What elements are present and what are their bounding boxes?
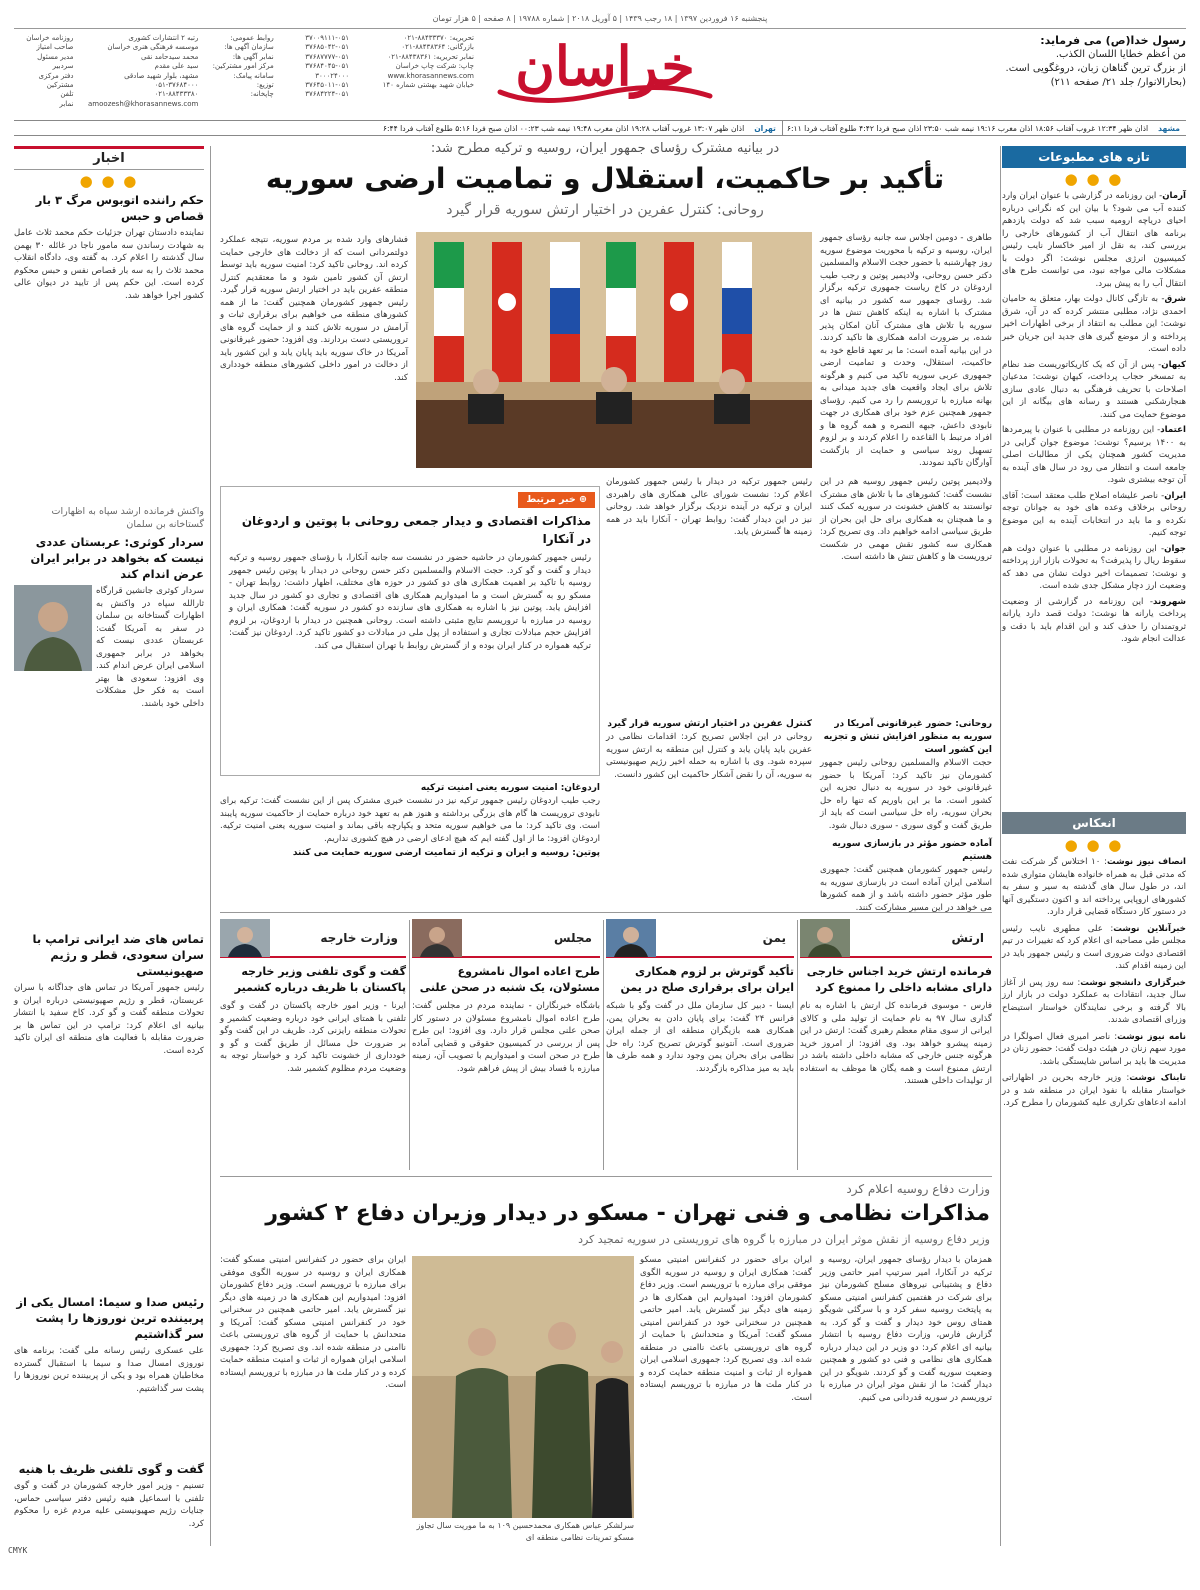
- tazeh-lead: شهروند: [1152, 596, 1186, 607]
- lead-sub6-text: رئیس جمهور کشورمان همچنین گفت: جمهوری اسلامی ایران آماده است در بازسازی سوریه به طور مؤثر حضور داشته باشد و از همه کشورها می خواهد در این مسیر مشارکت کنند.: [820, 865, 992, 913]
- box-army-photo: [800, 919, 850, 957]
- lead-col-right: طاهری - دومین اجلاس سه جانبه رؤسای جمهور ایران، روسیه و ترکیه با محوریت موضوع سوریه روز چهارشنبه با حضور حجت الاسلام والمسلمین دکتر حسن روحانی، ولادیمیر پوتین و رجب طیب اردوغان در کاخ ریاست جمهوری ترکیه برگزار شد. رؤسای جمهور سه کشور در بیانیه ای مشترک با اشاره به اینکه کاهش تنش ها در سوریه با تلاش های مشترک آنان امکان پذیر شده، بر ضرورت ادامه همکاری ها تاکید کردند. در این بیانیه آمده است: ما بر تعهد قاطع خود به حاکمیت، استقلال، وحدت و تمامیت ارضی جمهوری عربی سوریه تاکید می کنیم و هرگونه تلاش برای ایجاد واقعیت های جدید میدانی به بهانه مبارزه با تروریسم را رد می کنیم. رؤسای جمهور همچنین عزم خود برای همکاری در جهت نابودی داعش، جبهه النصره و همه گروه ها و افراد مرتبط با القاعده را اعلام کردند و بر لزوم تسهیل روند سیاسی و حمایت از بازگشت آوارگان تاکید نمودند.: [820, 233, 992, 468]
- defense-caption: سرلشکر عباس همکاری محمدحسین ۱۰۹ به ما موریت سال تجاوز مسکو تمرینات نظامی منطقه ای: [416, 1521, 634, 1542]
- tazeh-text: - پس از آن که یک کاریکاتوریست ضد نظام به تمسخر حجاب پرداخت، کیهان نوشت: مدعیان اصلاحات با تحریف فرهنگی به دنبال عادی سازی هنجارشکنی هستند و رسانه های بیگانه از این موضوع حمایت می کنند.: [1002, 359, 1186, 420]
- related-tag-label: خبر مرتبط: [526, 494, 576, 505]
- tazeh-header: تازه های مطبوعات: [1002, 146, 1186, 168]
- tazeh-lead: ایران: [1164, 490, 1186, 501]
- staff-col-3: روابط عمومی: سازمان آگهی ها: نمابر آگهی ها: مرکز امور مشترکین: سامانه پیامک: توزیع: چاپخانه:: [212, 34, 274, 99]
- box-majlis-text: باشگاه خبرنگاران - نماینده مردم در مجلس گفت: طرح اعاده اموال نامشروع مسئولان در دستور کار صحن علنی مجلس قرار دارد. وی افزود: این طرح پس از بررسی در کمیسیون حقوقی و قضایی آماده طرح در صحن است و امیدواریم با تصویب آن، زمینه مبارزه با فساد بیش از پیش فراهم شود.: [412, 1001, 600, 1074]
- lead-sub2-title: پوتین: روسیه و ایران و ترکیه از تمامیت ارضی سوریه حمایت می کنند: [292, 848, 600, 858]
- decor-dots-icon: ● ● ●: [1064, 836, 1124, 854]
- lead-sub4-text: رئیس جمهور ترکیه در دیدار با رئیس جمهور کشورمان اعلام کرد: نشست شورای عالی همکاری های راهبردی ایران و ترکیه در آینده نزدیک برگزار خواهد شد. روحانی نیز در این دیدار گفت: روابط تهران - آنکارا باید در همه زمینه ها گسترش یابد.: [606, 477, 812, 537]
- lead-sub-right: [820, 476, 992, 913]
- hadith-title: رسول خدا(ص) می فرماید:: [1040, 34, 1186, 47]
- tazeh-text: - به تازگی کانال دولت بهار، متعلق به حامیان احمدی نژاد، مطلبی منتشر کرده که در آن، شرق نوشت: این مطلب به انتقاد از برخی اظهارات اخیر پرداخته و از موضع گیری های جدید این جریان خبر داده است.: [1002, 294, 1186, 354]
- lead-col-left: فشارهای وارد شده بر مردم سوریه، نتیجه عملکرد دولتمردانی است که از دخالت های خارجی حمایت کرده اند. روحانی تاکید کرد: امنیت سوریه باید توسط ارتش آن کشور تامین شود و ما معتقدیم کنترل منطقه عفرین باید در اختیار ارتش سوریه قرار گیرد. رئیس جمهور کشورمان همچنین گفت: ما از همه کشورهای منطقه می خواهیم برای برقراری ثبات و آرامش در سوریه تلاش کنند و از حمایت گروه های تروریستی دست بردارند. وی افزود: حضور غیرقانونی آمریکا در خاک سوریه باید پایان یابد و این کشور باید از دخالت در امور داخلی کشورهای منطقه خودداری کند.: [220, 235, 408, 383]
- enekas-text: : ۱۰ اختلاس گر شرکت نفت که مدتی قبل به همراه خانواده هایشان متواری شده اند، در طول سال های گذشته به سیر و سفر به کشورهای اروپایی پرداخته اند و اکنون دستگیری آنها در دستور کار دستگاه قضایی قرار دارد.: [1002, 857, 1186, 917]
- defense-title: مذاکرات نظامی و فنی تهران - مسکو در دیدار وزیران دفاع ۲ کشور: [265, 1201, 990, 1226]
- box-yemen-title: تأکید گوترش بر لزوم همکاری ایران برای برقراری صلح در یمن: [620, 965, 794, 994]
- enekas-section: [1002, 812, 1186, 1548]
- related-box: [220, 486, 600, 776]
- summit-photo: [416, 232, 812, 468]
- box-army: [800, 920, 992, 1170]
- enekas-item-1: [1002, 923, 1186, 973]
- box-foreign: [220, 920, 406, 1170]
- box-majlis-photo: [412, 919, 462, 957]
- akhbar-title-0: حکم راننده اتوبوس مرگ ۳ بار قصاص و حبس: [35, 193, 204, 223]
- decor-dots-icon: ● ● ●: [79, 172, 139, 190]
- enekas-lead: انصاف نیوز نوشت: [1107, 857, 1186, 867]
- defense-photo-icon: [412, 1256, 634, 1518]
- tazeh-item-0: [1002, 190, 1186, 290]
- enekas-header: انعکاس: [1002, 812, 1186, 834]
- tazeh-lead: آرمان: [1162, 191, 1186, 201]
- enekas-text: : علی مطهری نایب رئیس مجلس طی مصاحبه ای اعلام کرد که تغییرات در تیم اقتصادی دولت ضروری است و رئیس جمهور باید در این زمینه اقدام کند.: [1002, 923, 1186, 971]
- enekas-text: : سه روز پس از آغاز سال جدید، انتقادات به عملکرد دولت در بازار ارز بالا گرفته و برخی نمایندگان خواستار استیضاح وزرای اقتصادی شدند.: [1002, 977, 1186, 1025]
- sub1-block: [220, 782, 600, 906]
- tazeh-lead: کیهان: [1161, 359, 1186, 370]
- staff-col-5: تحریریه: ۸۸۴۳۳۳۷۰-۰۲۱ بازرگانی: ۸۸۴۳۸۳۶۴-۰۲۱ نمابر تحریریه: ۸۸۴۳۸۳۶۱-۰۲۱ چاپ: شرکت چاپ خراسان www.khorasannews.com خیابان شهید بهشتی شماره ۱۴۰: [382, 34, 474, 90]
- enekas-lead: نامه نیوز نوشت: [1117, 1031, 1187, 1042]
- tazeh-lead: اعتماد: [1160, 425, 1186, 435]
- box-army-title: فرمانده ارتش خرید اجناس خارجی دارای مشابه داخلی را ممنوع کرد: [806, 965, 992, 994]
- akhbar-title-1: سردار کوثری: عربستان عددی نیست که بخواهد در برابر ایران عرض اندام کند: [30, 535, 204, 581]
- lead-sub-mid: [606, 476, 812, 906]
- akhbar-title-2: تماس های ضد ایرانی ترامپ با سران سعودی، قطر و رژیم صهیونیستی: [32, 932, 204, 978]
- akhbar-title-4: گفت و گوی تلفنی ظریف با هنیه: [18, 1462, 204, 1476]
- akhbar-text-1: سردار کوثری جانشین قرارگاه ثارالله سپاه در واکنش به اظهارات گستاخانه بن سلمان در سفر به آمریکا گفت: عربستان عددی نیست که بخواهد در برابر جمهوری اسلامی ایران عرض اندام کند. وی افزود: سعودی ها بهتر است به فکر حل مشکلات داخلی خود باشند.: [96, 586, 204, 709]
- akhbar-text-2: رئیس جمهور آمریکا در تماس های جداگانه با سران عربستان، قطر و رژیم صهیونیستی درباره ایران و تحولات منطقه گفت و گو کرد. کاخ سفید با انتشار بیانیه ای اعلام کرد: ترامپ در این تماس ها بر ضرورت مقابله با فعالیت های منطقه ای ایران تاکید کرده است.: [14, 983, 204, 1056]
- akhbar-header: اخبار: [14, 146, 204, 170]
- box-yemen: [606, 920, 794, 1170]
- tazeh-item-6: [1002, 596, 1186, 646]
- defense-col-mid: ایران برای حضور در کنفرانس امنیتی مسکو گفت: همکاری ایران و روسیه در سوریه الگوی موفقی برای مبارزه با تروریسم است. وزیر دفاع کشورمان افزود: امیدواریم این همکاری ها در زمینه های دیگر نیز گسترش یابد. امیر حاتمی همچنین در سخنرانی خود در کنفرانس امنیتی مسکو گفت: آمریکا و متحدانش با حمایت از گروه های تروریستی باعث ناامنی در منطقه شده اند. وی تصریح کرد: جمهوری اسلامی ایران همواره از ثبات و امنیت منطقه حمایت کرده و در کنار ملت ها در مبارزه با تروریسم ایستاده است.: [640, 1255, 812, 1403]
- hadith-arabic: من أعظم خطايا اللسان الكذب.: [1055, 49, 1186, 60]
- staff-box: [14, 34, 474, 116]
- summit-photo-icon: [416, 232, 812, 468]
- defense-col-left: ایران برای حضور در کنفرانس امنیتی مسکو گفت: همکاری ایران و روسیه در سوریه الگوی موفقی برای مبارزه با تروریسم است. وزیر دفاع کشورمان افزود: امیدواریم این همکاری ها در زمینه های دیگر نیز گسترش یابد. امیر حاتمی همچنین در سخنرانی خود در کنفرانس امنیتی مسکو گفت: آمریکا و متحدانش با حمایت از گروه های تروریستی باعث ناامنی در منطقه شده اند. وی تصریح کرد: جمهوری اسلامی ایران همواره از ثبات و امنیت منطقه حمایت کرده و در کنار ملت ها در مبارزه با تروریسم ایستاده است.: [220, 1255, 406, 1390]
- staff-col-2: رتبه ۲ انتشارات کشوری موسسه فرهنگی هنری خراسان محمد سیدحامد نقی سید علی مقدم مشهد، بلوار شهید صادقی ۰۵۱-۳۷۶۸۴۰۰۰ ۰۲۱-۸۸۴۳۳۳۸۰ amoozesh@khorasannews.com: [88, 34, 199, 108]
- prayer-bar: [14, 120, 1186, 136]
- lead-subtitle: روحانی: کنترل عفرین در اختیار ارتش سوریه قرار گیرد: [446, 202, 764, 218]
- box-army-text: فارس - موسوی فرمانده کل ارتش با اشاره به نام گذاری سال ۹۷ به نام حمایت از تولید ملی و کالای ایرانی از سوی مقام معظم رهبری گفت: ارتش در این زمینه پیشرو خواهد بود. وی افزود: از امروز خرید هرگونه جنس خارجی که مشابه داخلی داشته باشد در ارتش ممنوع است و همه یگان ها موظف به استفاده از تولیدات داخلی هستند.: [800, 1001, 992, 1086]
- box-yemen-photo: [606, 919, 656, 957]
- lead-sub3-text: حجت الاسلام والمسلمین روحانی رئیس جمهور کشورمان نیز تاکید کرد: آمریکا با حضور غیرقانونی خود در سوریه به دنبال تجزیه این کشور است. ما بر این باوریم که تنها راه حل بحران سوریه، راه حل سیاسی است که باید از طریق گفت و گوی سوری - سوری دنبال شود.: [820, 758, 992, 831]
- enekas-lead: خبرآنلاین نوشت: [1113, 923, 1186, 934]
- hadith-persian: از بزرگ ترین گناهان زبان، دروغگویی است.: [1005, 63, 1186, 74]
- dateline: پنجشنبه ۱۶ فروردین ۱۳۹۷ | ۱۸ رجب ۱۴۳۹ | ۵ آوریل ۲۰۱۸ | شماره ۱۹۷۸۸ | ۸ صفحه | ۵ هزار تومان: [432, 14, 768, 23]
- tazeh-lead: شرق: [1164, 294, 1186, 304]
- enekas-lead: خبرگزاری دانشجو نوشت: [1080, 977, 1186, 988]
- related-tag: [518, 492, 595, 508]
- lead-sub3-title: روحانی: حضور غیرقانونی آمریکا در سوریه به منظور افزایش تنش و تجزیه این کشور است: [823, 719, 992, 755]
- kowsari-photo: [14, 585, 92, 671]
- times-tehran: اذان ظهر ۱۳:۰۷ غروب آفتاب ۱۹:۲۸ اذان مغرب ۱۹:۴۸ نیمه شب ۰۰:۲۳ اذان صبح فردا ۵:۱۶ طلوع آفتاب فردا ۶:۴۴: [382, 124, 745, 133]
- tazeh-item-4: [1002, 490, 1186, 540]
- tazeh-text: - این روزنامه در گزارشی از وضعیت پرداخت یارانه ها نوشت: دولت قصد دارد یارانه ثروتمندان را حذف کند و این اقدام باید با دقت و عدالت انجام شود.: [1002, 596, 1186, 644]
- lead-sub5-text: روحانی در این اجلاس تصریح کرد: اقدامات نظامی در عفرین باید پایان یابد و کنترل این منطقه به ارتش سوریه سپرده شود. وی با اشاره به حمله اخیر رژیم صهیونیستی به سوریه، آن را نقض آشکار حاکمیت این کشور دانست.: [606, 732, 812, 780]
- tazeh-item-5: [1002, 543, 1186, 593]
- tazeh-item-2: [1002, 359, 1186, 422]
- tazeh-section: [1002, 146, 1186, 708]
- tazeh-text: - این روزنامه در مطلبی با عنوان با پیرمردها به ۱۴۰۰ برسیم؟ نوشت: موضوع جوان گرایی در مدیریت کشور همچنان یکی از مطالبات اصلی جامعه است و انتظار می رود در سال های آینده به آن توجه بیشتری شود.: [1002, 425, 1187, 485]
- related-plus-icon: ⊕: [575, 494, 587, 505]
- hadith-box: [968, 34, 1186, 114]
- defense-col-right: همزمان با دیدار رؤسای جمهور ایران، روسیه و ترکیه در آنکارا، امیر سرتیپ امیر حاتمی وزیر دفاع و پشتیبانی نیروهای مسلح کشورمان نیز برای شرکت در هفتمین کنفرانس امنیتی مسکو به پایتخت روسیه سفر کرد و با سرگئی شویگو همتای روس خود دیدار و گفت و گو کرد. به گزارش فارس، وزارت دفاع روسیه با انتشار بیانیه ای اعلام کرد: دو وزیر در این دیدار درباره همکاری های نظامی و فنی دو کشور و همچنین وضعیت سوریه گفت و گو کردند. شویگو در این دیدار گفت: ما از نقش موثر ایران در مبارزه با تروریسم در سوریه قدردانی می کنیم.: [820, 1255, 992, 1403]
- enekas-item-0: [1002, 856, 1186, 919]
- box-foreign-title: گفت و گوی تلفنی وزیر خارجه پاکستان با ظریف درباره کشمیر: [234, 965, 406, 994]
- hadith-source: (بحارالانوار/ جلد ۲۱/ صفحه ۲۱۱): [1050, 77, 1186, 88]
- akhbar-text-4: تسنیم - وزیر امور خارجه کشورمان در گفت و گوی تلفنی با اسماعیل هنیه رئیس دفتر سیاسی حماس، جنایات رژیم صهیونیستی علیه مردم غزه را محکوم کرد.: [14, 1481, 204, 1529]
- defense-photo: [412, 1256, 634, 1518]
- enekas-lead: تابناک نوشت: [1129, 1073, 1186, 1083]
- tazeh-text: - ناصر علیشاه اصلاح طلب معتقد است: آقای روحانی برخلاف وعده های خود به جوانان توجه نکرده و ما باید در انتخابات آینده به این موضوع توجه کنیم.: [1002, 490, 1186, 538]
- akhbar-section: [14, 146, 204, 1546]
- lead-sub1-title: اردوغان: امنیت سوریه یعنی امنیت ترکیه: [420, 783, 600, 793]
- enekas-item-3: [1002, 1031, 1186, 1069]
- tazeh-item-1: [1002, 293, 1186, 356]
- times-mashhad: اذان ظهر ۱۲:۳۴ غروب آفتاب ۱۸:۵۶ اذان مغرب ۱۹:۱۶ نیمه شب ۲۳:۵۰ اذان صبح فردا ۴:۴۲ طلوع آفتاب فردا ۶:۱۱: [786, 124, 1149, 133]
- logo-text: خراسان: [515, 34, 695, 98]
- related-title: مذاکرات اقتصادی و دیدار جمعی روحانی با پوتین و اردوغان در آنکارا: [241, 514, 591, 546]
- lead-sub2-text: ولادیمیر پوتین رئیس جمهور روسیه هم در این نشست گفت: کشورهای ما با تلاش های مشترک توانستند به کاهش خشونت در سوریه کمک کنند و ما همچنان به همکاری برای حل این بحران از طریق سیاسی ادامه خواهیم داد. وی تصریح کرد: همکاری سه کشور نقش مهمی در شکست تروریست ها و کاهش تنش ها داشته است.: [820, 477, 992, 562]
- akhbar-title-3: رئیس صدا و سیما: امسال یکی از پربیننده ترین نوروزها را پشت سر گذاشتیم: [16, 1295, 204, 1341]
- lead-sub1-text: رجب طیب اردوغان رئیس جمهور ترکیه نیز در نشست خبری مشترک پس از این نشست گفت: ترکیه برای نابودی تروریست ها گام های بزرگی برداشته و هنوز هم به تعهد خود درباره حمایت از حاکمیت سوریه پایبند است. وی تاکید کرد: ما می خواهیم سوریه متحد و یکپارچه باقی بماند و امنیت سوریه یعنی امنیت ترکیه. اردوغان افزود: ما از اول گفته ایم که هیچ ادعای ارضی در هیچ کشوری نداریم.: [220, 796, 600, 844]
- city-mashhad: مشهد: [1158, 124, 1180, 133]
- staff-col-4: ۳۷۰۰۹۱۱۱-۰۵۱ ۳۷۶۸۵۰۴۲-۰۵۱ ۳۷۶۸۷۷۷۷-۰۵۱ ۳۷۶۸۴۰۴۵-۰۵۱ ۳۰۰۰۲۴۰۰۰ ۳۷۶۴۵۰۱۱-۰۵۱ ۳۷۶۸۴۲۲۴-۰۵۱: [305, 34, 350, 99]
- related-text: رئیس جمهور کشورمان در حاشیه حضور در نشست سه جانبه آنکارا، با رؤسای جمهور روسیه و ترکیه دیدار و گفت و گو کرد. حجت الاسلام والمسلمین دکتر حسن روحانی در دیدار با پوتین رئیس جمهور روسیه با تاکید بر اهمیت همکاری های دو کشور در حوزه های مختلف، اظهار داشت: روابط تهران - مسکو رو به گسترش است و ما امیدواریم همکاری های اقتصادی و تجاری دو کشور در سال جدید افزایش یابد. پوتین نیز با اشاره به همکاری های سازنده دو کشور در سوریه گفت: همکاری ایران و روسیه در مبارزه با تروریسم نتایج مثبتی داشته است. روحانی همچنین در دیدار با اردوغان، بر لزوم افزایش حجم مبادلات تجاری و استفاده از پول ملی در مبادلات دو کشور تاکید کرد. اردوغان نیز گفت: ترکیه همواره در کنار ایران بوده و از گسترش روابط با تهران استقبال می کند.: [229, 553, 591, 651]
- lead-title: تأکید بر حاکمیت، استقلال و تمامیت ارضی سوریه: [265, 162, 945, 195]
- city-tehran: تهران: [748, 121, 783, 135]
- box-foreign-head: وزارت خارجه: [320, 931, 398, 945]
- box-foreign-photo: [220, 919, 270, 957]
- lead-sub5-title: کنترل عفرین در اختیار ارتش سوریه قرار گیرد: [607, 719, 812, 729]
- akhbar-text-3: علی عسکری رئیس رسانه ملی گفت: برنامه های نوروزی امسال صدا و سیما با استقبال گسترده مخاطبان همراه بود و یکی از پربیننده ترین نوروزها را پشت سر گذاشتیم.: [14, 1346, 204, 1394]
- cmyk-mark: CMYK: [8, 1546, 28, 1555]
- lead-sub6-title: آماده حضور مؤثر در بازسازی سوریه هستیم: [832, 839, 992, 862]
- tazeh-lead: جوان: [1164, 543, 1186, 554]
- decor-dots-icon: ● ● ●: [1064, 170, 1124, 188]
- box-army-head: ارتش: [951, 931, 984, 945]
- box-majlis-title: طرح اعاده اموال نامشروع مسئولان، یک شنبه در صحن علنی: [419, 965, 600, 994]
- tazeh-text: - این روزنامه در گزارشی با عنوان ایران وارد کننده آب می شود؟ با بیان این که نگرانی درباره احیای دریاچه ارومیه سبب شد که دولت یازدهم برنامه های انتقال آب از کشورهای خارجی را بررسی کند، به نقل از امیر خاکسار نایب رئیس کمیسیون انرژی مجلس نوشت: اگر دولت با مشکلات مالی مواجه نبود، می توانست طرح های انتقال آب را به پیش ببرد.: [1002, 191, 1186, 289]
- masthead-logo: [480, 30, 730, 114]
- box-foreign-text: ایرنا - وزیر امور خارجه پاکستان در گفت و گوی تلفنی با همتای ایرانی خود درباره وضعیت کشمیر و تحولات منطقه رایزنی کرد. ظریف در این گفت وگو بر ضرورت حل مسائل از طریق گفت و گو و خودداری از خشونت تاکید کرد و خواستار توجه به وضعیت مردم مظلوم کشمیر شد.: [220, 1001, 406, 1074]
- defense-kicker: وزارت دفاع روسیه اعلام کرد: [846, 1182, 990, 1196]
- enekas-item-4: [1002, 1072, 1186, 1110]
- staff-col-1: روزنامه خراسان صاحب امتیاز مدیر مسئول سردبیر دفتر مرکزی مشترکین تلفن نمابر: [26, 34, 74, 108]
- enekas-text: : وزیر خارجه بحرین در اظهاراتی خواستار مقابله با نفوذ ایران در منطقه شد و در ادامه ادعاهای تکراری علیه کشورمان را مطرح کرد.: [1002, 1073, 1186, 1108]
- box-majlis: [412, 920, 600, 1170]
- lead-kicker: در بیانیه مشترک رؤسای جمهور ایران، روسیه و ترکیه مطرح شد:: [430, 141, 780, 156]
- enekas-text: : ناصر امیری فعال اصولگرا در مورد سهم زنان در هیئت دولت گفت: حضور زنان در مدیریت ها باید بر اساس شایستگی باشد.: [1002, 1031, 1186, 1067]
- defense-subtitle: وزیر دفاع روسیه از نقش موثر ایران در مبارزه با گروه های تروریستی در سوریه تمجید کرد: [578, 1233, 990, 1246]
- box-yemen-text: ایسنا - دبیر کل سازمان ملل در گفت وگو با شبکه فرانس ۲۴ گفت: برای پایان دادن به بحران یمن، همکاری همه بازیگران منطقه ای از جمله ایران ضروری است. آنتونیو گوترش تصریح کرد: راه حل نظامی برای بحران یمن وجود ندارد و همه طرف ها باید به میز مذاکره بازگردند.: [606, 1001, 794, 1074]
- akhbar-kicker-1: واکنش فرمانده ارشد سپاه به اظهارات گستاخانه بن سلمان: [51, 506, 204, 530]
- tazeh-item-3: [1002, 424, 1186, 487]
- box-yemen-head: یمن: [762, 931, 786, 945]
- enekas-item-2: [1002, 977, 1186, 1027]
- tazeh-text: - این روزنامه در مطلبی با عنوان دولت هم سقوط ریال را پذیرفت؟ به تحولات بازار ارز پرداخته و نوشت: تصمیمات اخیر دولت نشان می دهد که وضعیت ارز دچار مشکل جدی شده است.: [1002, 543, 1186, 591]
- box-majlis-head: مجلس: [554, 931, 592, 945]
- akhbar-text-0: نماینده دادستان تهران جزئیات حکم محمد ثلاث عامل به شهادت رساندن سه مامور ناجا در غائله ۳۰ بهمن سال گذشته را اعلام کرد. به گفته وی، دادگاه انقلاب محمد ثلاث را به سه بار قصاص نفس و حبس محکوم کرده است. این حکم پس از تایید در دیوان عالی کشور اجرا خواهد شد.: [14, 228, 204, 301]
